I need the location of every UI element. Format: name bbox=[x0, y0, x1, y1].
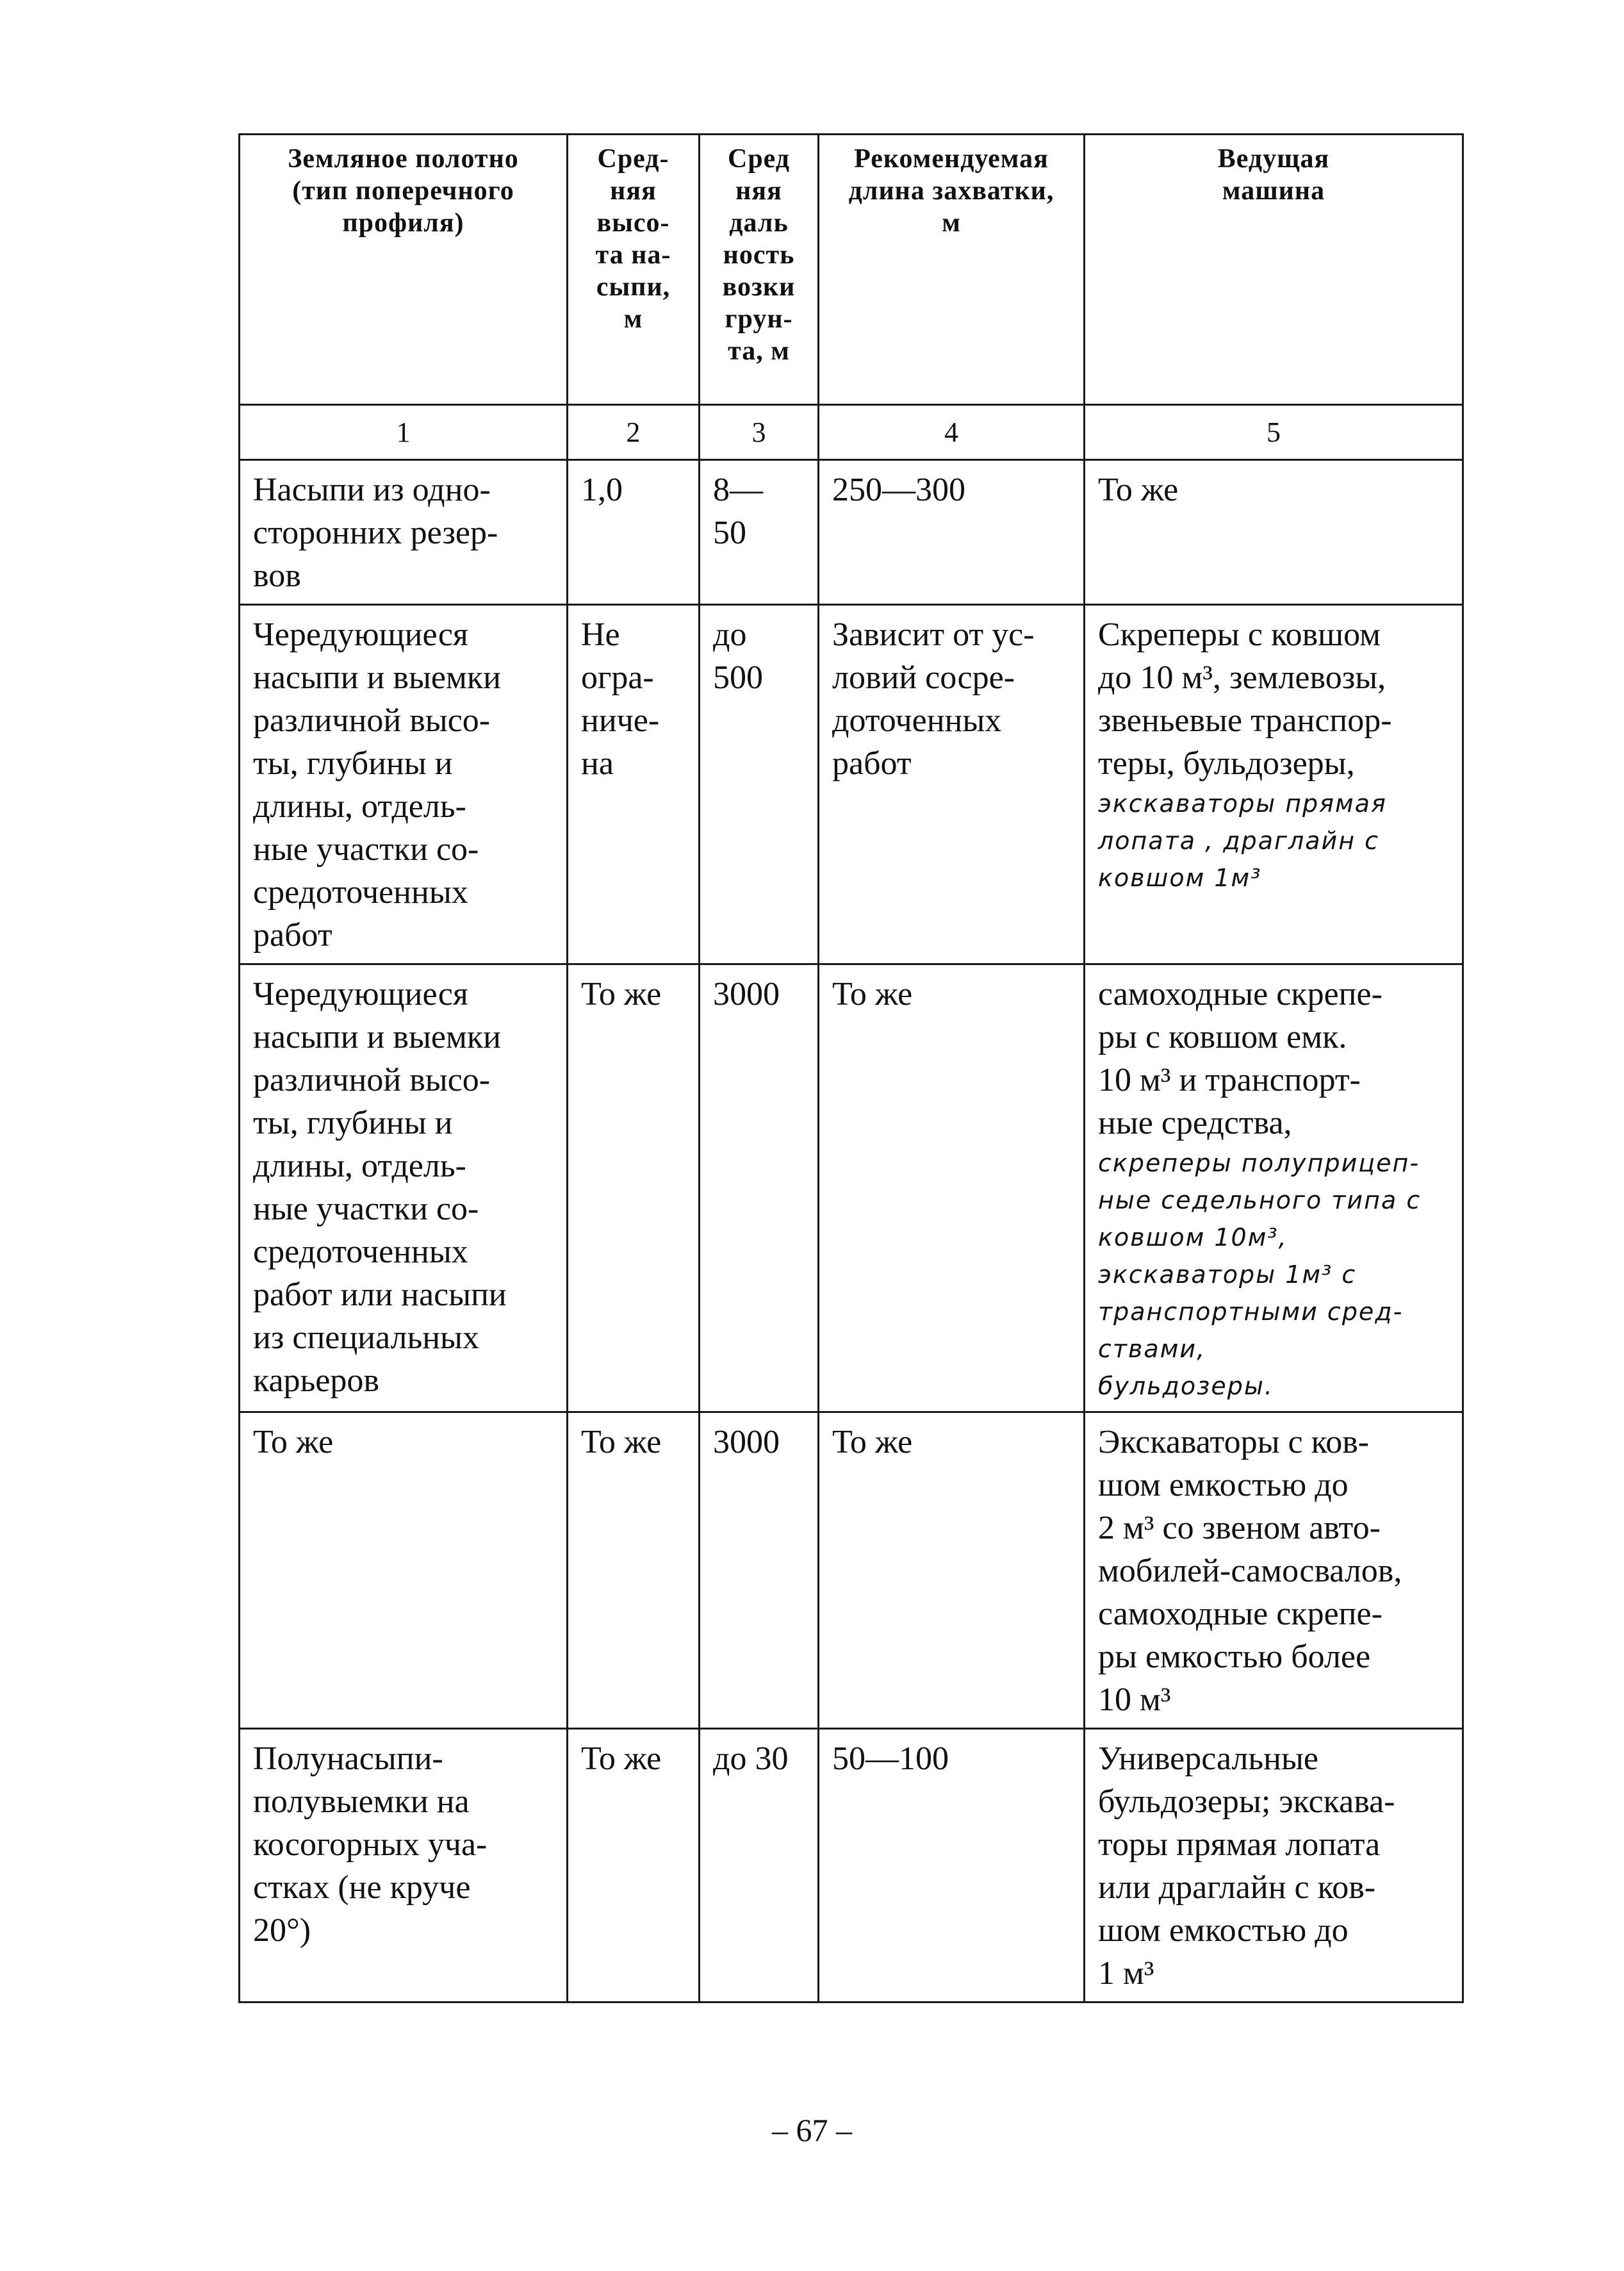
table-row bbox=[240, 1412, 1463, 1729]
cell-profile: Насыпи из одно- сторонних резер- вов bbox=[240, 460, 568, 605]
cell-machine bbox=[1085, 460, 1463, 605]
cell-length: То же bbox=[819, 964, 1085, 1412]
cell-distance: 3000 bbox=[700, 1412, 819, 1729]
cell-machine bbox=[1085, 1729, 1463, 2003]
earthwork-table bbox=[238, 133, 1464, 2003]
header-height: Сред- няя высо- та на- сыпи, м bbox=[568, 135, 700, 405]
cell-profile: Чередующиеся насыпи и выемки различной высо- ты, глубины и длины, отдель- ные участки со- средоточенных работ или насыпи из специальных карьеров bbox=[240, 964, 568, 1412]
cell-distance: до 30 bbox=[700, 1729, 819, 2003]
cell-length: То же bbox=[819, 1412, 1085, 1729]
cell-distance: 8— 50 bbox=[700, 460, 819, 605]
machine-text: То же bbox=[1098, 472, 1179, 508]
table-row bbox=[240, 1729, 1463, 2003]
cell-distance: до 500 bbox=[700, 605, 819, 964]
cell-profile: Чередующиеся насыпи и выемки различной высо- ты, глубины и длины, отдель- ные участки со- средоточенных работ bbox=[240, 605, 568, 964]
column-number: 4 bbox=[819, 405, 1085, 460]
cell-height: То же bbox=[568, 964, 700, 1412]
table-row bbox=[240, 460, 1463, 605]
cell-machine bbox=[1085, 1412, 1463, 1729]
column-number: 1 bbox=[240, 405, 568, 460]
cell-length: 250—300 bbox=[819, 460, 1085, 605]
cell-height: То же bbox=[568, 1412, 700, 1729]
column-number-row bbox=[240, 405, 1463, 460]
cell-height: 1,0 bbox=[568, 460, 700, 605]
column-number: 5 bbox=[1085, 405, 1463, 460]
cell-length: 50—100 bbox=[819, 1729, 1085, 2003]
cell-height: Не огра- ниче- на bbox=[568, 605, 700, 964]
header-distance: Сред няя даль ность возки грун- та, м bbox=[700, 135, 819, 405]
cell-profile: То же bbox=[240, 1412, 568, 1729]
header-length: Рекомендуемая длина захватки, м bbox=[819, 135, 1085, 405]
column-number: 3 bbox=[700, 405, 819, 460]
cell-machine bbox=[1085, 605, 1463, 964]
cell-machine bbox=[1085, 964, 1463, 1412]
table-row bbox=[240, 964, 1463, 1412]
header-machine: Ведущая машина bbox=[1085, 135, 1463, 405]
table-row bbox=[240, 605, 1463, 964]
column-number: 2 bbox=[568, 405, 700, 460]
cell-distance: 3000 bbox=[700, 964, 819, 1412]
header-profile: Земляное полотно (тип поперечного профиля) bbox=[240, 135, 568, 405]
machine-text: Универсальные бульдозеры; экскава- торы прямая лопата или драглайн с ков- шом емкостью до 1 м³ bbox=[1098, 1740, 1395, 1992]
page-number: – 67 – bbox=[772, 2112, 852, 2148]
machine-text: Экскаваторы с ков- шом емкостью до 2 м³ со звеном авто- мобилей-самосвалов, самоходные скрепе- ры емкостью более 10 м³ bbox=[1098, 1424, 1402, 1718]
machine-text: самоходные скрепе- ры с ковшом емк. 10 м³ и транспорт- ные средства, bbox=[1098, 976, 1382, 1141]
machine-handwritten-note: экскаваторы прямая лопата , драглайн с ковшом 1м³ bbox=[1098, 789, 1387, 892]
cell-profile: Полунасыпи- полувыемки на косогорных уча- стках (не круче 20°) bbox=[240, 1729, 568, 2003]
machine-handwritten-note: скреперы полуприцеп- ные седельного типа с ковшом 10м³, экскаваторы 1м³ с транспортными сред- ствами, бульдозеры. bbox=[1098, 1149, 1422, 1400]
header-row bbox=[240, 135, 1463, 405]
cell-length: Зависит от ус- ловий сосре- доточенных работ bbox=[819, 605, 1085, 964]
cell-height: То же bbox=[568, 1729, 700, 2003]
machine-text: Скреперы с ковшом до 10 м³, землевозы, звеньевые транспор- теры, бульдозеры, bbox=[1098, 616, 1392, 782]
